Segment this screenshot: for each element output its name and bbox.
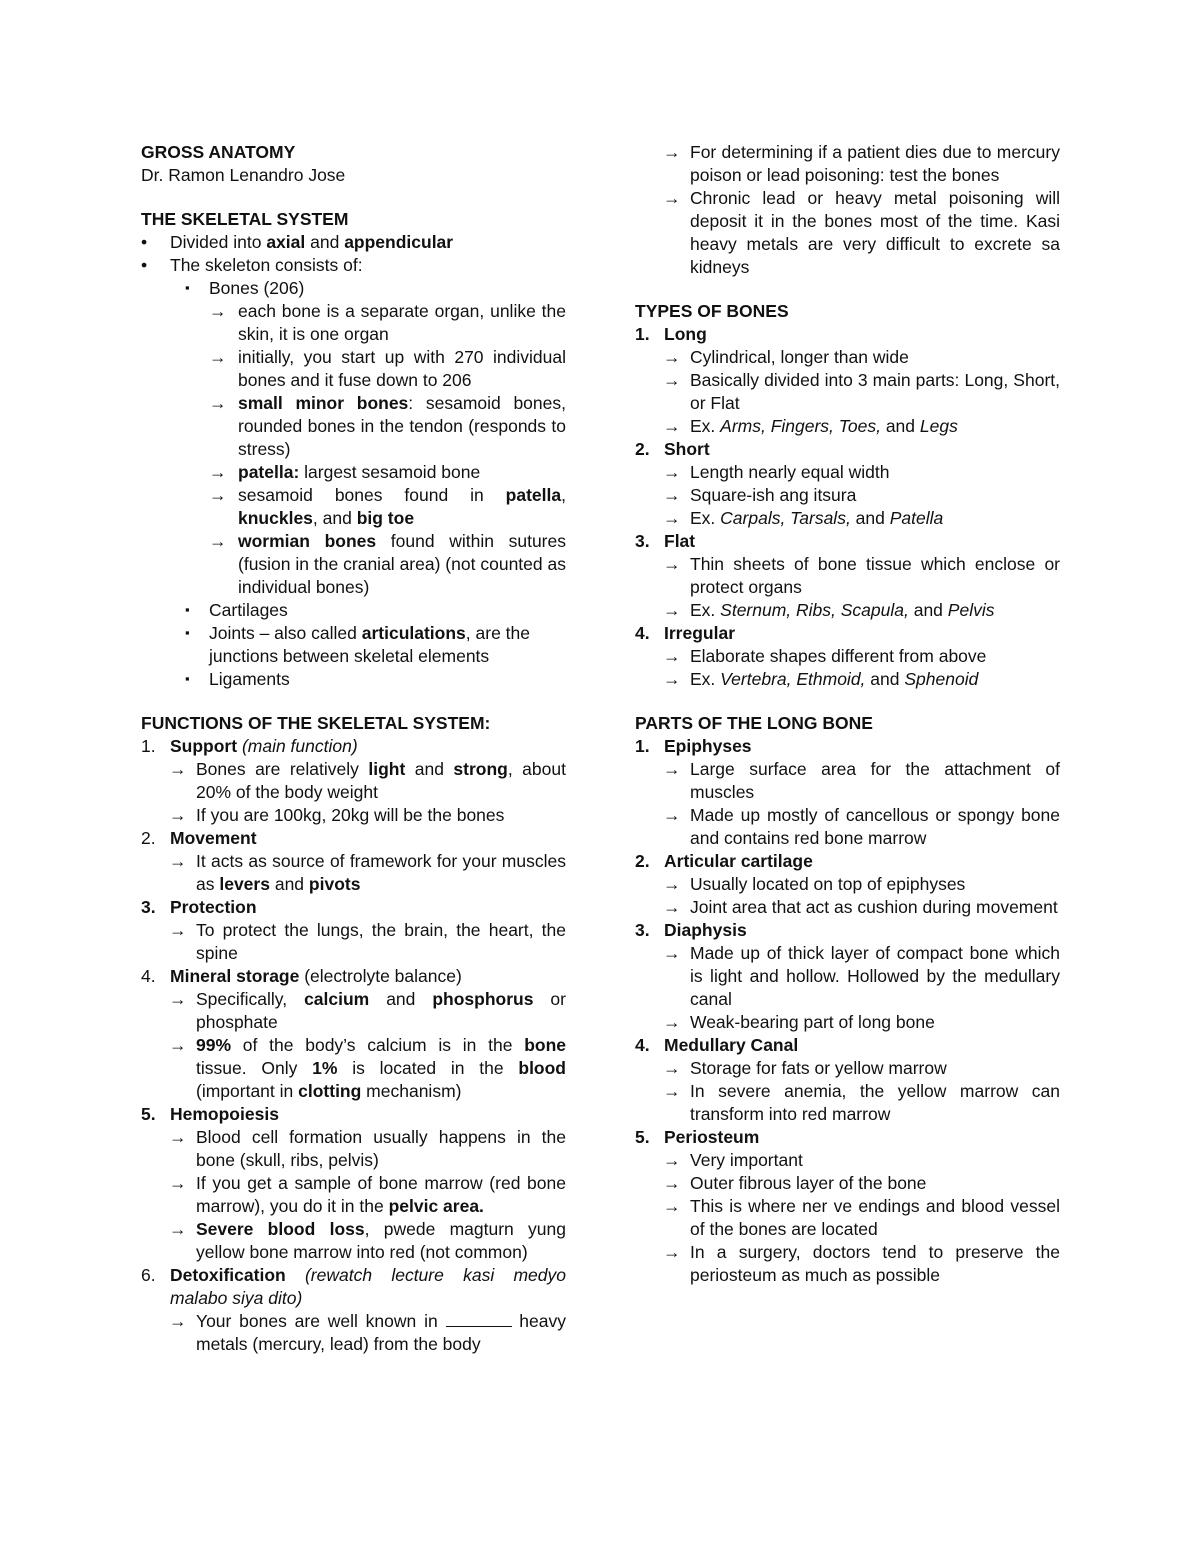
list-item: 6. Detoxification (rewatch lecture kasi medyo malabo siya dito) <box>141 1265 566 1308</box>
arrow-icon: → <box>169 759 187 779</box>
square-bullet-icon: ▪ <box>185 671 190 686</box>
arrow-icon: → <box>663 188 681 208</box>
list-item: → In a surgery, doctors tend to preserve the periosteum as much as possible <box>663 1242 1060 1285</box>
arrow-icon: → <box>169 1173 187 1193</box>
list-item: ▪ Bones (206) <box>185 278 305 298</box>
list-item: → 99% of the body’s calcium is in the bone tissue. Only 1% is located in the blood (important in clotting mechanism) <box>169 1035 566 1101</box>
list-item: → Basically divided into 3 main parts: Long, Short, or Flat <box>663 370 1060 413</box>
list-item: → sesamoid bones found in patella, knuckles, and big toe <box>209 485 566 528</box>
square-bullet-icon: ▪ <box>185 625 190 640</box>
arrow-icon: → <box>663 1150 681 1170</box>
right-column <box>635 141 1060 1287</box>
list-item: → Length nearly equal width <box>663 462 890 482</box>
list-item: → In severe anemia, the yellow marrow can transform into red marrow <box>663 1081 1060 1124</box>
fill-in-blank <box>446 1312 512 1327</box>
list-item: 5. Periosteum <box>635 1127 760 1147</box>
list-item: → Made up of thick layer of compact bone which is light and hollow. Hollowed by the medullary canal <box>663 943 1060 1009</box>
arrow-icon: → <box>663 897 681 917</box>
bullet-icon: • <box>141 255 148 275</box>
list-item: 1. Long <box>635 324 707 344</box>
arrow-icon: → <box>169 1219 187 1239</box>
list-item: → Very important <box>663 1150 803 1170</box>
left-column <box>141 141 566 1356</box>
list-item: • The skeleton consists of: <box>141 255 363 275</box>
list-item: → Storage for fats or yellow marrow <box>663 1058 947 1078</box>
arrow-icon: → <box>209 462 227 482</box>
list-item: • Divided into axial and appendicular <box>141 232 454 252</box>
arrow-icon: → <box>663 600 681 620</box>
arrow-icon: → <box>209 531 227 551</box>
types-heading: TYPES OF BONES <box>635 301 789 321</box>
list-item: → For determining if a patient dies due to mercury poison or lead poisoning: test the bones <box>663 142 1060 185</box>
list-item: ▪ Joints – also called articulations, are the junctions between skeletal elements <box>185 623 531 666</box>
arrow-icon: → <box>663 485 681 505</box>
list-item: → initially, you start up with 270 individual bones and it fuse down to 206 <box>209 347 566 390</box>
arrow-icon: → <box>169 1127 187 1147</box>
arrow-icon: → <box>663 1242 681 1262</box>
list-item: 2. Movement <box>141 828 257 848</box>
skeletal-heading: THE SKELETAL SYSTEM <box>141 209 349 229</box>
list-item: → Square-ish ang itsura <box>663 485 857 505</box>
list-item: → Thin sheets of bone tissue which enclose or protect organs <box>663 554 1060 597</box>
list-item: → Joint area that act as cushion during movement <box>663 897 1058 917</box>
arrow-icon: → <box>663 1196 681 1216</box>
list-item: → Chronic lead or heavy metal poisoning will deposit it in the bones most of the time. Kasi heavy metals are very difficult to excrete sa kidneys <box>663 188 1060 277</box>
arrow-icon: → <box>663 142 681 162</box>
list-item: 1. Epiphyses <box>635 736 752 756</box>
list-item: → small minor bones: sesamoid bones, rounded bones in the tendon (responds to stress) <box>209 393 566 459</box>
doc-title: GROSS ANATOMY <box>141 142 296 162</box>
list-item: → Usually located on top of epiphyses <box>663 874 966 894</box>
list-item: → Ex. Arms, Fingers, Toes, and Legs <box>663 416 958 436</box>
square-bullet-icon: ▪ <box>185 280 190 295</box>
list-item: → Your bones are well known in heavy metals (mercury, lead) from the body <box>169 1311 566 1354</box>
list-item: 4. Irregular <box>635 623 735 643</box>
arrow-icon: → <box>663 1058 681 1078</box>
list-item: → Ex. Sternum, Ribs, Scapula, and Pelvis <box>663 600 995 620</box>
list-item: → If you are 100kg, 20kg will be the bones <box>169 805 505 825</box>
list-item: → Severe blood loss, pwede magturn yung yellow bone marrow into red (not common) <box>169 1219 567 1262</box>
list-item: → Specifically, calcium and phosphorus or phosphate <box>169 989 566 1032</box>
list-item: → Outer fibrous layer of the bone <box>663 1173 927 1193</box>
arrow-icon: → <box>663 1012 681 1032</box>
arrow-icon: → <box>663 943 681 963</box>
arrow-icon: → <box>169 805 187 825</box>
list-item: → It acts as source of framework for your muscles as levers and pivots <box>169 851 566 894</box>
arrow-icon: → <box>663 805 681 825</box>
arrow-icon: → <box>663 347 681 367</box>
arrow-icon: → <box>169 1311 187 1331</box>
list-item: → Ex. Vertebra, Ethmoid, and Sphenoid <box>663 669 979 689</box>
list-item: → Elaborate shapes different from above <box>663 646 987 666</box>
arrow-icon: → <box>209 347 227 367</box>
doc-author: Dr. Ramon Lenandro Jose <box>141 165 346 185</box>
square-bullet-icon: ▪ <box>185 602 190 617</box>
arrow-icon: → <box>169 989 187 1009</box>
list-item: 1. Support (main function) <box>141 736 358 756</box>
list-item: → wormian bones found within sutures (fusion in the cranial area) (not counted as individual bones) <box>209 531 566 597</box>
list-item: → Ex. Carpals, Tarsals, and Patella <box>663 508 944 528</box>
list-item: → Bones are relatively light and strong, about 20% of the body weight <box>169 759 566 802</box>
list-item: 4. Medullary Canal <box>635 1035 799 1055</box>
arrow-icon: → <box>663 462 681 482</box>
arrow-icon: → <box>663 669 681 689</box>
arrow-icon: → <box>663 1081 681 1101</box>
list-item: 4. Mineral storage (electrolyte balance) <box>141 966 462 986</box>
list-item: ▪ Cartilages <box>185 600 288 620</box>
arrow-icon: → <box>209 485 227 505</box>
arrow-icon: → <box>663 1173 681 1193</box>
list-item: → If you get a sample of bone marrow (red bone marrow), you do it in the pelvic area. <box>169 1173 566 1216</box>
list-item: ▪ Ligaments <box>185 669 290 689</box>
arrow-icon: → <box>209 301 227 321</box>
arrow-icon: → <box>663 759 681 779</box>
list-item: → Cylindrical, longer than wide <box>663 347 909 367</box>
list-item: 2. Articular cartilage <box>635 851 813 871</box>
arrow-icon: → <box>169 1035 187 1055</box>
arrow-icon: → <box>663 370 681 390</box>
list-item: → each bone is a separate organ, unlike the skin, it is one organ <box>209 301 566 344</box>
arrow-icon: → <box>663 508 681 528</box>
arrow-icon: → <box>209 393 227 413</box>
list-item: 5. Hemopoiesis <box>141 1104 279 1124</box>
arrow-icon: → <box>663 554 681 574</box>
bullet-icon: • <box>141 232 148 252</box>
list-item: → Weak-bearing part of long bone <box>663 1012 935 1032</box>
list-item: 3. Protection <box>141 897 257 917</box>
list-item: 3. Flat <box>635 531 696 551</box>
list-item: → To protect the lungs, the brain, the heart, the spine <box>169 920 566 963</box>
list-item: → This is where ner ve endings and blood vessel of the bones are located <box>663 1196 1060 1239</box>
list-item: → Made up mostly of cancellous or spongy bone and contains red bone marrow <box>663 805 1060 848</box>
parts-heading: PARTS OF THE LONG BONE <box>635 713 873 733</box>
list-item: 2. Short <box>635 439 710 459</box>
arrow-icon: → <box>169 920 187 940</box>
arrow-icon: → <box>663 874 681 894</box>
arrow-icon: → <box>169 851 187 871</box>
list-item: → Blood cell formation usually happens in the bone (skull, ribs, pelvis) <box>169 1127 566 1170</box>
list-item: 3. Diaphysis <box>635 920 747 940</box>
list-item: → patella: largest sesamoid bone <box>209 462 481 482</box>
arrow-icon: → <box>663 646 681 666</box>
list-item: → Large surface area for the attachment of muscles <box>663 759 1060 802</box>
functions-heading: FUNCTIONS OF THE SKELETAL SYSTEM: <box>141 713 491 733</box>
arrow-icon: → <box>663 416 681 436</box>
